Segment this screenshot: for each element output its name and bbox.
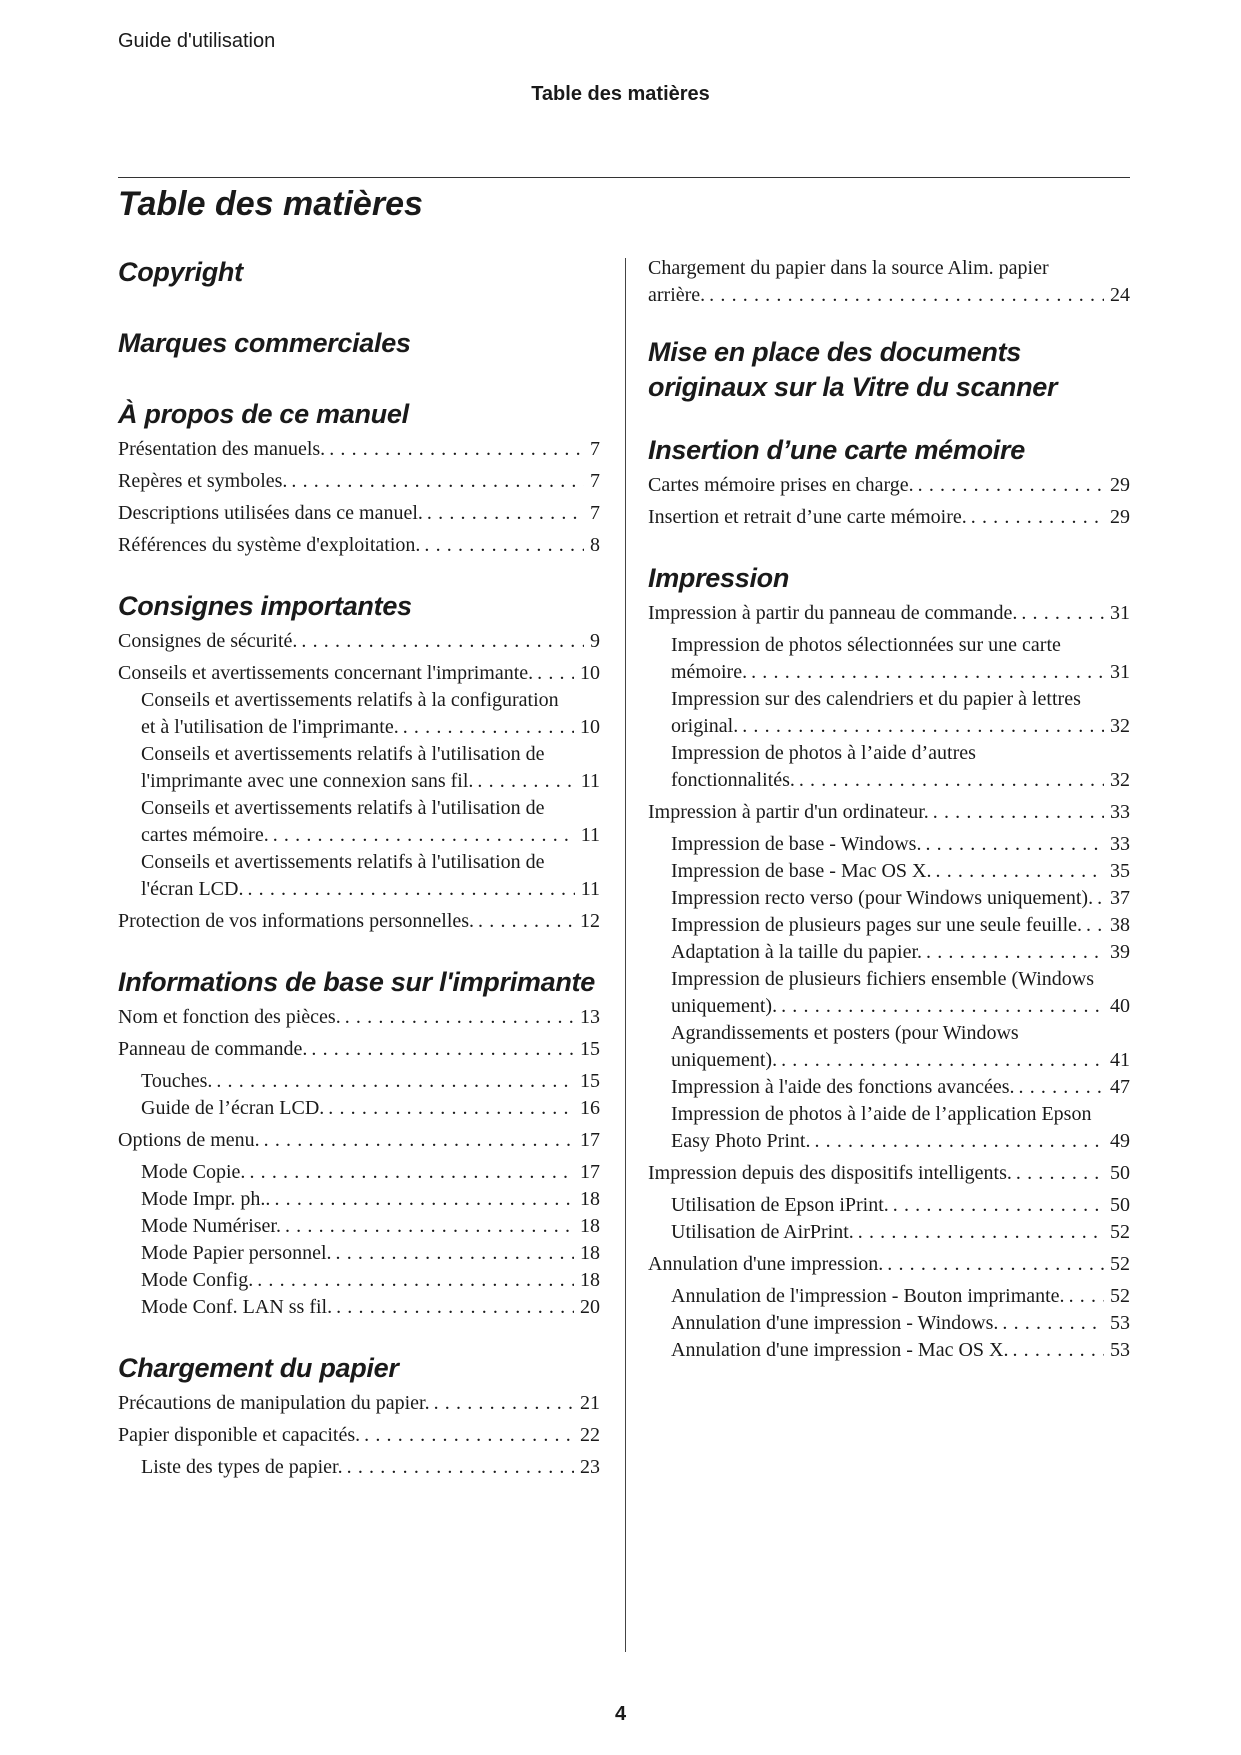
toc-entry[interactable]: Mode Numériser. . . . 18	[118, 1213, 600, 1240]
toc-entry[interactable]: Conseils et avertissements relatifs à la configuration et à l'utilisation de l'imprimante. . . . 10	[118, 687, 600, 741]
heading-infobase[interactable]: Informations de base sur l'imprimante	[118, 967, 595, 997]
toc-entry[interactable]: Précautions de manipulation du papier. . . . 21	[118, 1390, 600, 1417]
toc-entry[interactable]: Agrandissements et posters (pour Windows uniquement). . . . 41	[648, 1020, 1130, 1074]
toc-entry[interactable]: Utilisation de Epson iPrint. . . . 50	[648, 1192, 1130, 1219]
toc-entry[interactable]: Impression à partir d'un ordinateur. . . . 33	[648, 799, 1130, 826]
toc-entry[interactable]: Consignes de sécurité. . . . 9	[118, 628, 600, 655]
heading-consignes[interactable]: Consignes importantes	[118, 591, 412, 621]
page-number: 4	[614, 1703, 627, 1725]
toc-entry[interactable]: Protection de vos informations personnelles. . . . 12	[118, 908, 600, 935]
heading-chargement[interactable]: Chargement du papier	[118, 1353, 399, 1383]
toc-entry[interactable]: Impression recto verso (pour Windows uniquement). . . . 37	[648, 885, 1130, 912]
toc-entry[interactable]: Mode Config. . . . 18	[118, 1267, 600, 1294]
toc-entry[interactable]: Annulation de l'impression - Bouton imprimante. . . . 52	[648, 1283, 1130, 1310]
toc-entry[interactable]: Conseils et avertissements relatifs à l'utilisation de l'imprimante avec une connexion sans fil. . . . 11	[118, 741, 600, 795]
heading-apropos[interactable]: À propos de ce manuel	[118, 399, 409, 429]
heading-impression[interactable]: Impression	[648, 563, 790, 593]
toc-entry[interactable]: Mode Papier personnel. . . . 18	[118, 1240, 600, 1267]
toc-entry[interactable]: Liste des types de papier. . . . 23	[118, 1454, 600, 1481]
toc-entry[interactable]: Impression sur des calendriers et du papier à lettres original. . . . 32	[648, 686, 1130, 740]
toc-entry[interactable]: Touches. . . . 15	[118, 1068, 600, 1095]
toc-entry[interactable]: Impression de base - Windows. . . . 33	[648, 831, 1130, 858]
section-header: Table des matières	[531, 83, 710, 105]
toc-entry[interactable]: Présentation des manuels. . . . 7	[118, 436, 600, 463]
toc-entry[interactable]: Impression de plusieurs pages sur une seule feuille. . . . 38	[648, 912, 1130, 939]
column-divider	[625, 258, 626, 1652]
toc-entry[interactable]: Impression depuis des dispositifs intelligents. . . . 50	[648, 1160, 1130, 1187]
toc-entry[interactable]: Mode Conf. LAN ss fil. . . . 20	[118, 1294, 600, 1321]
toc-entry[interactable]: Impression de photos à l’aide de l’application Epson Easy Photo Print. . . . 49	[648, 1101, 1130, 1155]
right-column	[648, 255, 1130, 1364]
toc-entry[interactable]: Annulation d'une impression - Windows. . . . 53	[648, 1310, 1130, 1337]
toc-entry[interactable]: Impression de photos sélectionnées sur une carte mémoire. . . . 31	[648, 632, 1130, 686]
left-column	[118, 255, 600, 1481]
toc-entry[interactable]: Papier disponible et capacités. . . . 22	[118, 1422, 600, 1449]
toc-entry[interactable]: Impression à partir du panneau de commande. . . . 31	[648, 600, 1130, 627]
toc-entry[interactable]: Mode Copie. . . . 17	[118, 1159, 600, 1186]
running-header: Guide d'utilisation	[118, 30, 276, 52]
toc-entry[interactable]: Guide de l’écran LCD. . . . 16	[118, 1095, 600, 1122]
heading-copyright[interactable]: Copyright	[118, 257, 243, 287]
toc-entry[interactable]: Nom et fonction des pièces. . . . 13	[118, 1004, 600, 1031]
toc-entry[interactable]: Cartes mémoire prises en charge. . . . 29	[648, 472, 1130, 499]
toc-entry[interactable]: Impression de photos à l’aide d’autres fonctionnalités. . . . 32	[648, 740, 1130, 794]
heading-miseplace[interactable]: Mise en place des documents originaux sur la Vitre du scanner	[648, 337, 1058, 402]
toc-entry[interactable]: Utilisation de AirPrint. . . . 52	[648, 1219, 1130, 1246]
heading-marques[interactable]: Marques commerciales	[118, 328, 411, 358]
toc-entry[interactable]: Références du système d'exploitation. . . . 8	[118, 532, 600, 559]
toc-entry[interactable]: Conseils et avertissements relatifs à l'utilisation de l'écran LCD. . . . 11	[118, 849, 600, 903]
toc-entry[interactable]: Conseils et avertissements relatifs à l'utilisation de cartes mémoire. . . . 11	[118, 795, 600, 849]
toc-entry[interactable]: Panneau de commande. . . . 15	[118, 1036, 600, 1063]
toc-entry[interactable]: Mode Impr. ph.. . . . 18	[118, 1186, 600, 1213]
toc-entry[interactable]: Impression de base - Mac OS X. . . . 35	[648, 858, 1130, 885]
toc-entry[interactable]: Adaptation à la taille du papier. . . . 39	[648, 939, 1130, 966]
heading-insertion[interactable]: Insertion d’une carte mémoire	[648, 435, 1025, 465]
toc-entry[interactable]: Impression de plusieurs fichiers ensemble (Windows uniquement). . . . 40	[648, 966, 1130, 1020]
toc-entry[interactable]: Chargement du papier dans la source Alim. papier arrière. . . . 24	[648, 255, 1130, 309]
toc-entry[interactable]: Insertion et retrait d’une carte mémoire. . . . 29	[648, 504, 1130, 531]
page-title: Table des matières	[118, 185, 423, 223]
toc-entry[interactable]: Repères et symboles. . . . 7	[118, 468, 600, 495]
toc-entry[interactable]: Annulation d'une impression. . . . 52	[648, 1251, 1130, 1278]
toc-entry[interactable]: Impression à l'aide des fonctions avancées. . . . 47	[648, 1074, 1130, 1101]
toc-entry[interactable]: Options de menu. . . . 17	[118, 1127, 600, 1154]
toc-entry[interactable]: Conseils et avertissements concernant l'imprimante. . . . 10	[118, 660, 600, 687]
toc-entry[interactable]: Annulation d'une impression - Mac OS X. . . . 53	[648, 1337, 1130, 1364]
toc-entry[interactable]: Descriptions utilisées dans ce manuel. . . . 7	[118, 500, 600, 527]
